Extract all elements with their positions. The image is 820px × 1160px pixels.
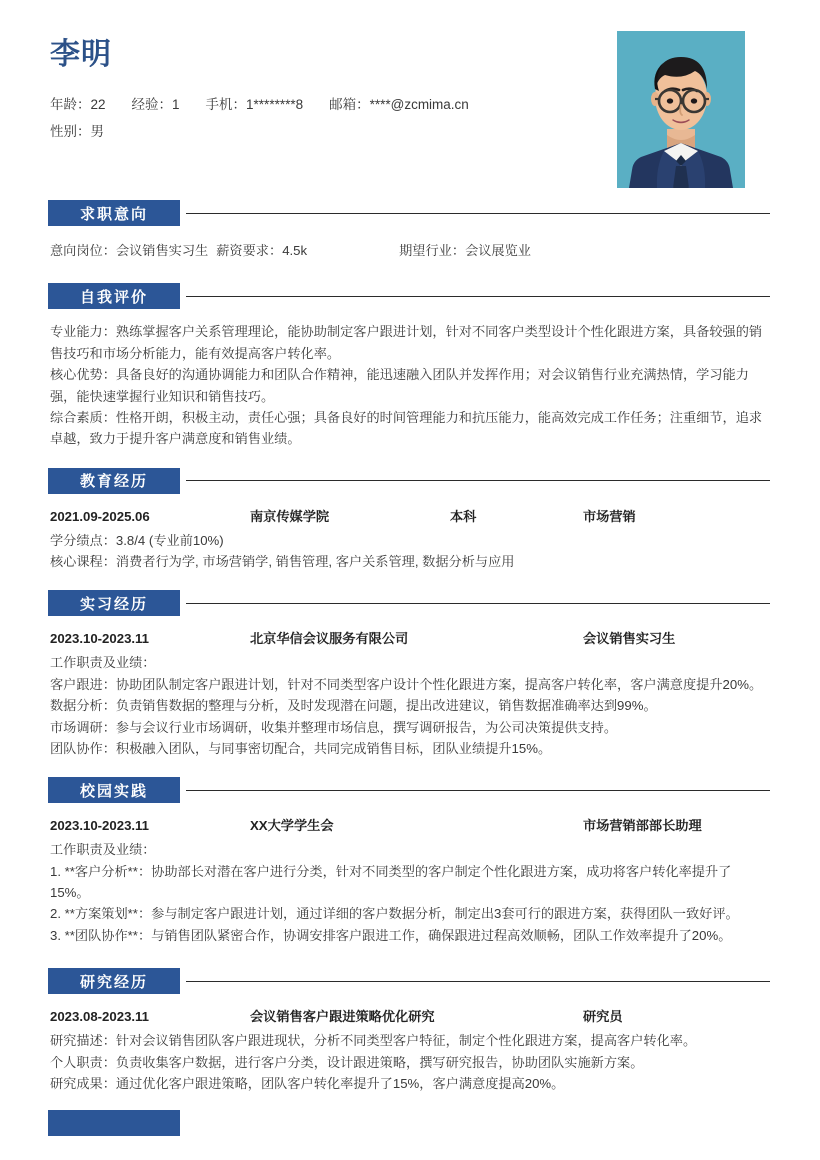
contact-phone bbox=[206, 93, 304, 113]
contact-gender-value: 男 bbox=[90, 124, 104, 139]
research-date: 2023.08-2023.11 bbox=[50, 1009, 150, 1025]
education-school: 南京传媒学院 bbox=[250, 508, 330, 524]
section-self-evaluation bbox=[0, 283, 820, 449]
campus-date: 2023.10-2023.11 bbox=[50, 818, 150, 834]
section-next-partial bbox=[0, 1110, 820, 1136]
spacer bbox=[0, 994, 820, 1006]
research-line: 研究成果：通过优化客户跟进策略，团队客户转化率提升了15%，客户满意度提高20%。 bbox=[50, 1075, 565, 1091]
intent-industry-value: 会议展览业 bbox=[465, 243, 531, 258]
spacer bbox=[0, 450, 820, 468]
spacer bbox=[0, 1094, 820, 1110]
internship-entry-header bbox=[50, 628, 770, 650]
campus-line: 3. **团队协作**：与销售团队紧密合作，协调安排客户跟进工作，确保跟进过程高效顺畅，团队工作效率提升了20%。 bbox=[50, 927, 732, 943]
contact-age-label: 年龄： bbox=[50, 97, 91, 112]
section-body-self-evaluation bbox=[0, 321, 820, 449]
spacer bbox=[0, 946, 820, 968]
contact-email-value: ****@zcmima.cn bbox=[369, 97, 469, 112]
section-title-job-intention: 求职意向 bbox=[48, 200, 180, 226]
campus-line: 2. **方案策划**：参与制定客户跟进计划，通过详细的客户数据分析，制定出3套可行的跟进方案，获得团队一致好评。 bbox=[50, 906, 739, 922]
section-header-campus-practice bbox=[0, 777, 820, 803]
contact-experience bbox=[132, 93, 180, 113]
internship-company: 北京华信会议服务有限公司 bbox=[250, 631, 409, 647]
section-header-job-intention bbox=[0, 200, 820, 226]
candidate-name: 李明 bbox=[50, 38, 112, 71]
internship-line: 客户跟进：协助团队制定客户跟进计划，针对不同类型客户设计个性化跟进方案，提高客户转化率，客户满意度提升20%。 bbox=[50, 676, 763, 692]
section-header-self-evaluation bbox=[0, 283, 820, 309]
campus-entry-header bbox=[50, 815, 770, 837]
contact-gender bbox=[50, 120, 104, 140]
section-header-next-partial bbox=[0, 1110, 820, 1136]
contact-email bbox=[329, 93, 469, 113]
section-header-research bbox=[0, 968, 820, 994]
section-rule bbox=[186, 213, 770, 214]
education-line: 学分绩点：3.8/4 (专业前10%) bbox=[50, 532, 224, 548]
section-rule bbox=[186, 480, 770, 481]
section-rule bbox=[186, 981, 770, 982]
section-research bbox=[0, 968, 820, 1094]
section-header-education bbox=[0, 468, 820, 494]
spacer bbox=[0, 494, 820, 506]
contact-age-value: 22 bbox=[90, 97, 106, 112]
contact-phone-label: 手机： bbox=[205, 97, 247, 112]
research-line: 研究描述：针对会议销售团队客户跟进现状，分析不同类型客户特征，制定个性化跟进方案，提高客户转化率。 bbox=[50, 1033, 697, 1049]
contact-gender-label: 性别： bbox=[50, 124, 91, 139]
section-title-education: 教育经历 bbox=[48, 468, 180, 494]
spacer bbox=[0, 803, 820, 815]
self-eval-line: 核心优势：具备良好的沟通协调能力和团队合作精神，能迅速融入团队并发挥作用；对会议销售行业充满热情，学习能力强，能快速掌握行业知识和销售技巧。 bbox=[50, 367, 749, 404]
campus-role: 市场营销部部长助理 bbox=[583, 818, 702, 834]
contact-experience-value: 1 bbox=[172, 97, 180, 112]
internship-role: 会议销售实习生 bbox=[583, 631, 676, 647]
intent-position-label: 意向岗位： bbox=[50, 243, 116, 258]
internship-date: 2023.10-2023.11 bbox=[50, 631, 150, 647]
section-rule bbox=[186, 296, 770, 297]
contact-phone-value: 1********8 bbox=[246, 97, 304, 112]
section-body-job-intention bbox=[0, 240, 820, 261]
internship-line: 团队协作：积极融入团队，与同事密切配合，共同完成销售目标，团队业绩提升15%。 bbox=[50, 740, 552, 756]
research-topic: 会议销售客户跟进策略优化研究 bbox=[250, 1009, 435, 1025]
section-job-intention bbox=[0, 200, 820, 261]
spacer bbox=[0, 572, 820, 590]
intent-salary-value: 4.5k bbox=[282, 243, 308, 258]
section-title-internship: 实习经历 bbox=[48, 590, 180, 616]
education-date: 2021.09-2025.06 bbox=[50, 508, 150, 524]
job-intention-row bbox=[50, 240, 770, 261]
contact-row-primary bbox=[50, 93, 469, 113]
education-degree: 本科 bbox=[450, 508, 477, 524]
self-eval-line: 综合素质：性格开朗，积极主动，责任心强；具备良好的时间管理能力和抗压能力，能高效完成工作任务；注重细节，追求卓越，致力于提升客户满意度和销售业绩。 bbox=[50, 409, 763, 447]
education-major: 市场营销 bbox=[583, 508, 636, 524]
section-rule bbox=[186, 603, 770, 604]
intent-salary-label: 薪资要求： bbox=[216, 243, 283, 258]
section-body-campus-practice bbox=[0, 815, 820, 946]
research-role: 研究员 bbox=[583, 1009, 623, 1025]
spacer bbox=[0, 309, 820, 321]
spacer bbox=[0, 226, 820, 240]
contact-row-secondary bbox=[50, 120, 104, 140]
portrait-illustration bbox=[617, 31, 745, 188]
section-rule bbox=[186, 790, 770, 791]
section-title-self-evaluation: 自我评价 bbox=[48, 283, 180, 309]
section-campus-practice bbox=[0, 777, 820, 946]
intent-industry-label: 期望行业： bbox=[399, 243, 466, 258]
campus-line: 1. **客户分析**：协助部长对潜在客户进行分类，针对不同类型的客户制定个性化跟进方案，成功将客户转化率提升了15%。 bbox=[50, 863, 732, 900]
spacer bbox=[0, 616, 820, 628]
section-body-education bbox=[0, 506, 820, 573]
spacer bbox=[0, 759, 820, 777]
education-entry-header bbox=[50, 506, 770, 528]
section-title-next-partial bbox=[48, 1110, 180, 1136]
intent-position-value: 会议销售实习生 bbox=[115, 243, 209, 258]
self-eval-line: 专业能力：熟练掌握客户关系管理理论，能协助制定客户跟进计划，针对不同客户类型设计个性化跟进方案，具备较强的销售技巧和市场分析能力，能有效提高客户转化率。 bbox=[50, 324, 763, 361]
internship-line: 市场调研：参与会议行业市场调研，收集并整理市场信息，撰写调研报告，为公司决策提供支持。 bbox=[50, 719, 618, 735]
section-header-internship bbox=[0, 590, 820, 616]
resume-header bbox=[0, 0, 820, 200]
research-entry-header bbox=[50, 1006, 770, 1028]
internship-line: 工作职责及业绩： bbox=[50, 655, 156, 671]
education-line: 核心课程：消费者行为学, 市场营销学, 销售管理, 客户关系管理, 数据分析与应用 bbox=[50, 554, 515, 569]
spacer bbox=[0, 261, 820, 283]
campus-org: XX大学学生会 bbox=[250, 818, 334, 834]
section-body-internship bbox=[0, 628, 820, 759]
section-title-campus-practice: 校园实践 bbox=[48, 777, 180, 803]
section-education bbox=[0, 468, 820, 573]
internship-line: 数据分析：负责销售数据的整理与分析，及时发现潜在问题，提出改进建议，销售数据准确率达到99%。 bbox=[50, 698, 657, 714]
profile-photo bbox=[617, 31, 745, 188]
section-internship bbox=[0, 590, 820, 759]
contact-experience-label: 经验： bbox=[131, 97, 173, 112]
section-rule bbox=[186, 1123, 770, 1124]
research-line: 个人职责：负责收集客户数据，进行客户分类，设计跟进策略，撰写研究报告，协助团队实施新方案。 bbox=[50, 1054, 644, 1070]
section-title-research: 研究经历 bbox=[48, 968, 180, 994]
section-body-research bbox=[0, 1006, 820, 1094]
contact-age bbox=[50, 93, 106, 113]
contact-email-label: 邮箱： bbox=[329, 97, 370, 112]
campus-line: 工作职责及业绩： bbox=[50, 842, 156, 858]
